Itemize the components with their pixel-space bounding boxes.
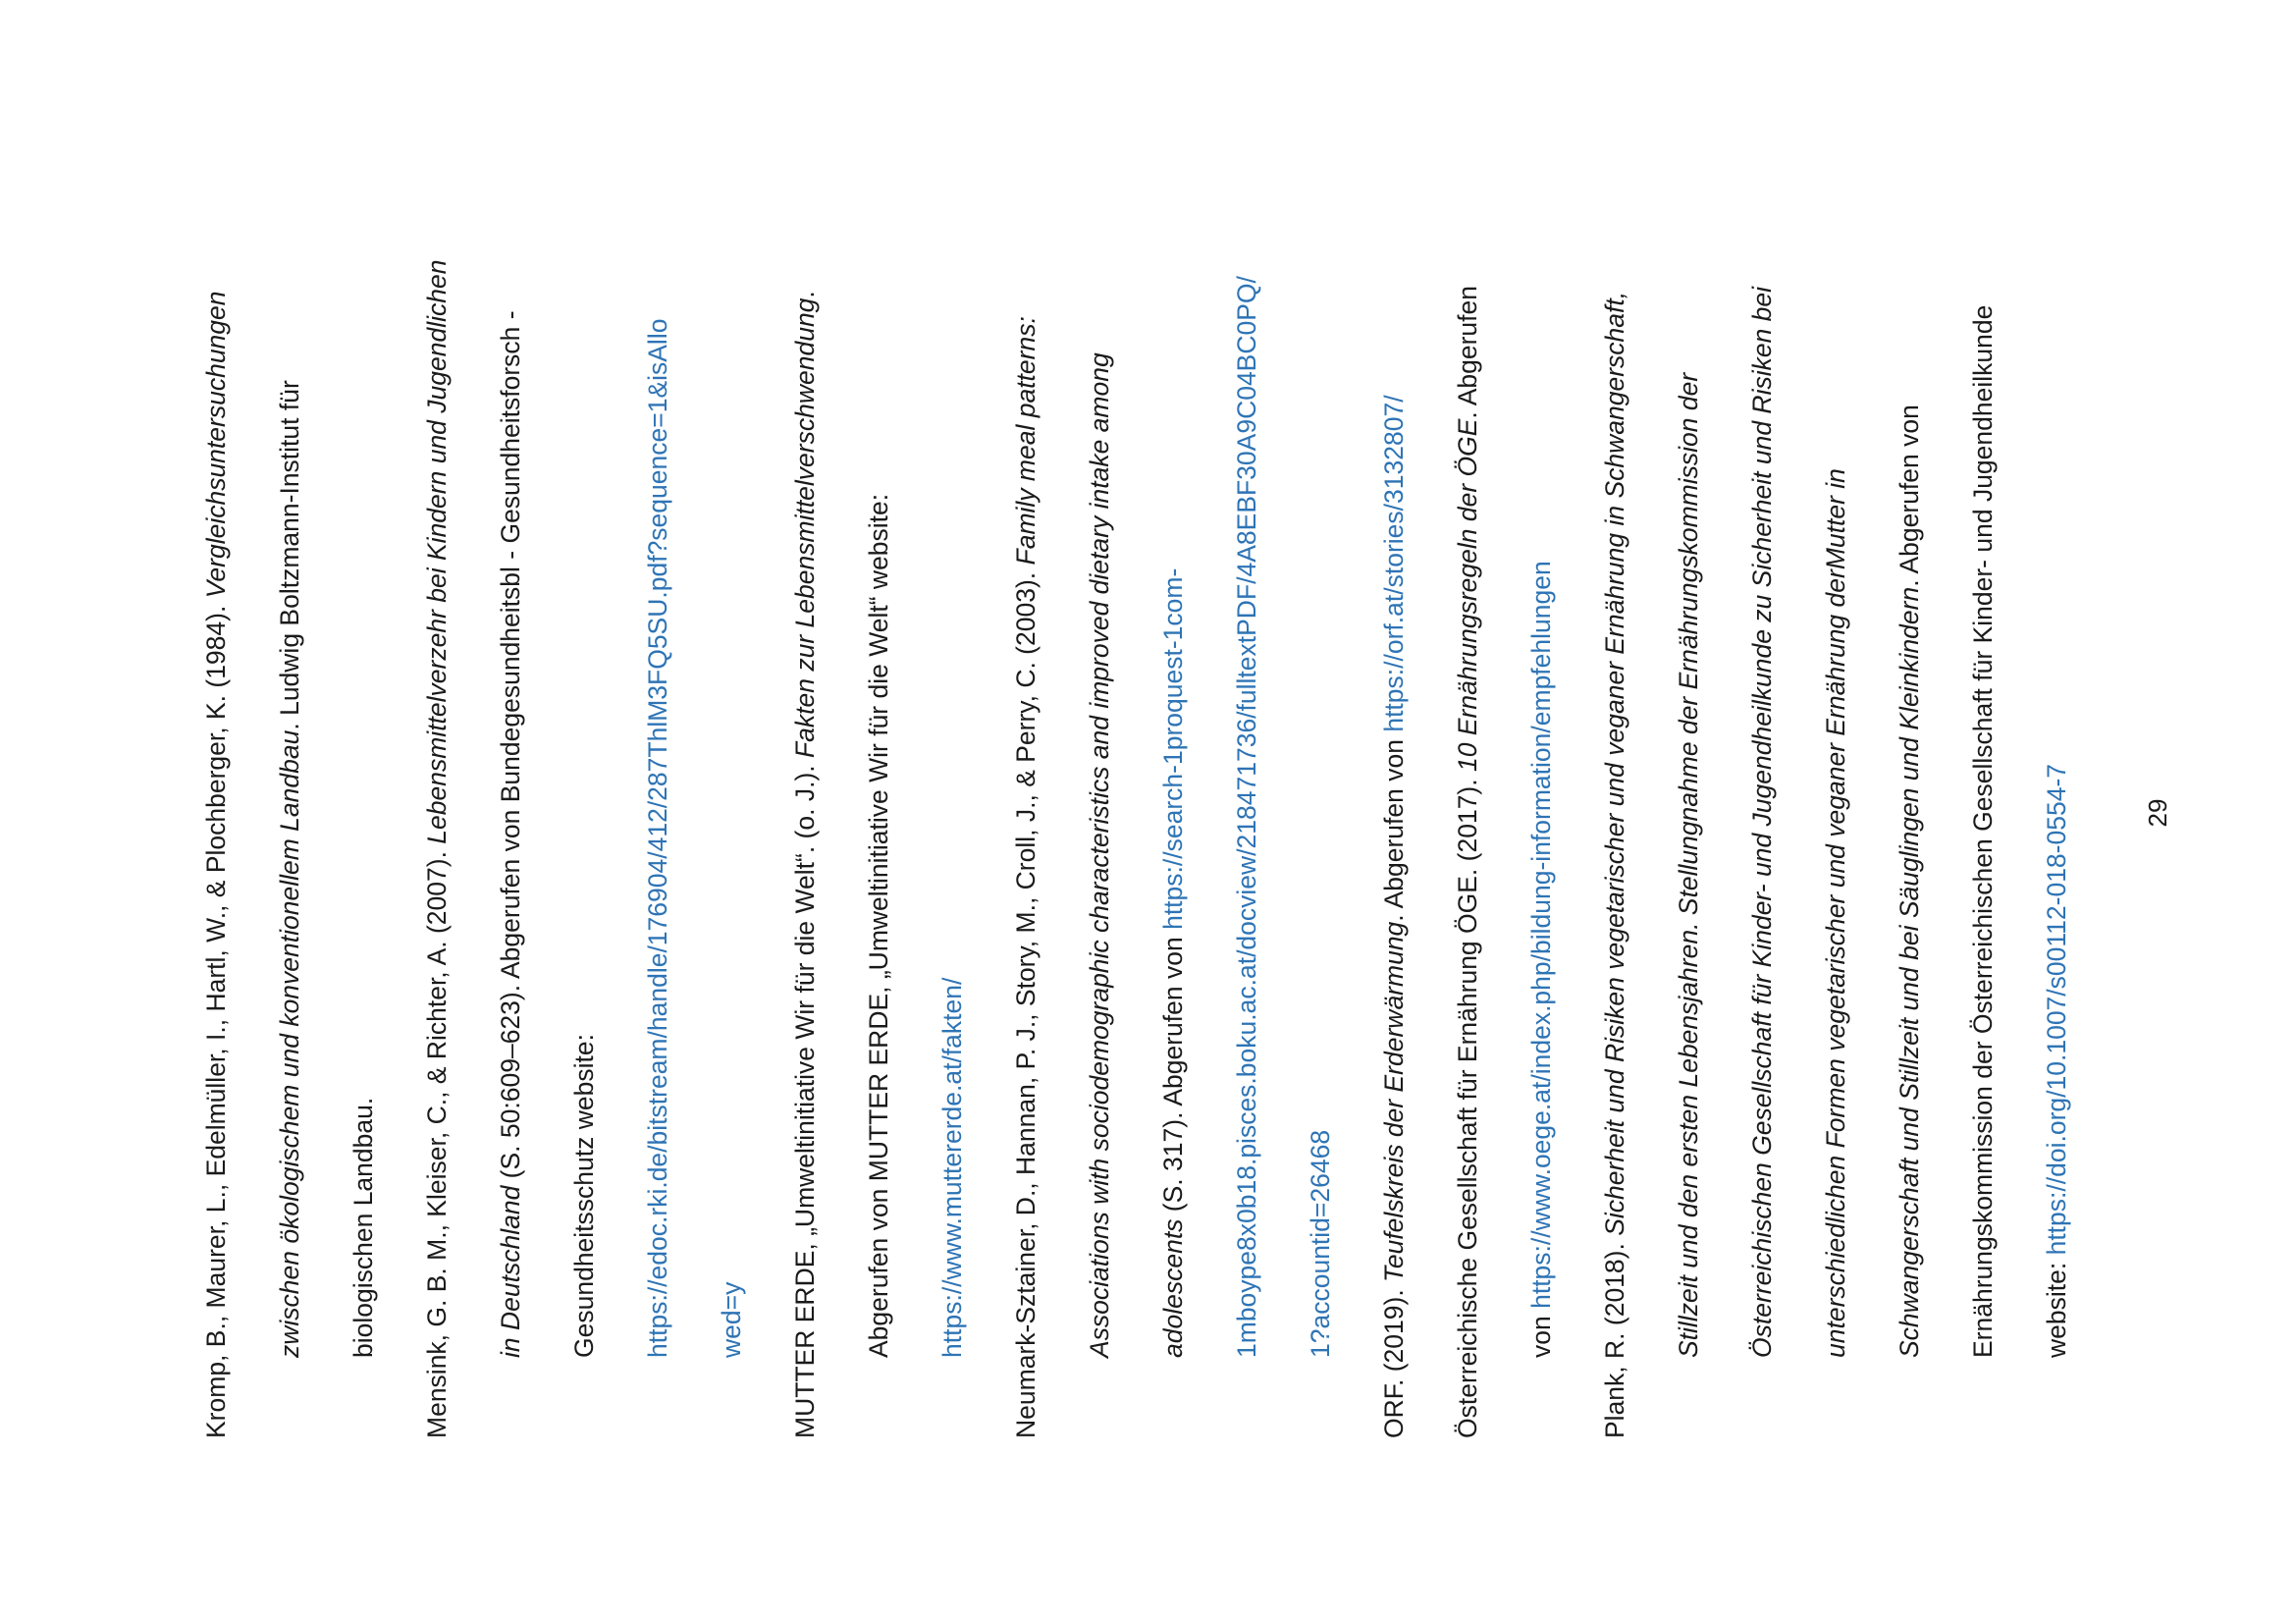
reference-line xyxy=(1742,287,1782,1358)
reference-line xyxy=(344,1098,383,1358)
reference-link[interactable]: 1mboype8x0b18.pisces.boku.ac.at/docview/218471736/fulltextPDF/4A8EBF30A9C04BC0PQ/ xyxy=(1232,276,1261,1358)
reference-text: (S. 50:609–623). Abgerufen von Bundegesundheitsbl - Gesundheitsforsch - xyxy=(496,310,525,1186)
reference-text: von xyxy=(1526,1308,1556,1358)
reference-link[interactable]: wed=y xyxy=(717,1281,746,1358)
reference-text: biologischen Landbau. xyxy=(348,1097,378,1358)
reference-entry xyxy=(196,291,236,1438)
reference-text: . Abgerufen xyxy=(1453,286,1482,419)
reference-text: . Abgerufen von xyxy=(1379,731,1409,922)
reference-line xyxy=(1227,276,1266,1358)
reference-line xyxy=(1301,1130,1340,1358)
reference-line xyxy=(491,310,530,1358)
reference-link[interactable]: https://doi.org/10.1007/s00112-018-0554-7 xyxy=(2042,763,2071,1256)
reference-text: Gesundheitsschutz website: xyxy=(569,1034,599,1358)
reference-text: Plank, R. (2018). xyxy=(1600,1235,1629,1438)
reference-link[interactable]: https://edoc.rki.de/bitstream/handle/176904/412/287ThlM3FQ5SU.pdf?sequence=1&isAllo xyxy=(643,318,672,1358)
reference-list xyxy=(196,44,2071,1438)
reference-entry xyxy=(1006,316,1045,1438)
reference-text: Mensink, G. B. M., Kleiser, C., & Richter, A. (2007). xyxy=(422,843,452,1438)
reference-text: . Ludwig Boltzmann-Institut für xyxy=(275,380,304,730)
reference-link[interactable]: https://search-1proquest-1com- xyxy=(1158,567,1188,930)
reference-line xyxy=(1522,561,1561,1358)
reference-text: Österreichische Gesellschaft für Ernährung ÖGE. (2017). xyxy=(1453,772,1482,1438)
reference-line xyxy=(1669,373,1708,1358)
reference-title: Vergleichsuntersuchungen xyxy=(201,291,231,599)
reference-link[interactable]: 1?accountid=26468 xyxy=(1306,1129,1335,1358)
reference-entry xyxy=(1448,286,1487,1438)
reference-title: in Deutschland xyxy=(496,1185,525,1358)
reference-title: Associations with sociodemographic characteristics and improved dietary intake among xyxy=(1085,352,1114,1358)
reference-line xyxy=(933,978,972,1358)
reference-link[interactable]: https://orf.at/stories/3132807/ xyxy=(1379,395,1409,732)
reference-title: Fakten zur Lebensmittelverschwendung xyxy=(790,297,820,758)
reference-text: MUTTER ERDE, „Umweltinitiative Wir für die Welt“. (o. J.). xyxy=(790,758,820,1438)
reference-link[interactable]: https://www.oege.at/index.php/bildung-information/empfehlungen xyxy=(1526,561,1556,1309)
reference-title: Family meal patterns: xyxy=(1011,316,1041,566)
reference-title: 10 Ernährungsregeln der ÖGE xyxy=(1453,418,1482,772)
reference-entry xyxy=(417,260,456,1438)
reference-title: Teufelskreis der Erderwärmung xyxy=(1379,921,1409,1282)
reference-link[interactable]: https://www.muttererde.at/fakten/ xyxy=(937,977,967,1358)
reference-title: zwischen ökologischem und konventionellem Landbau xyxy=(275,729,304,1358)
reference-title: Lebensmittelverzehr bei Kindern und Jugendlichen xyxy=(422,259,452,844)
reference-title: adolescents xyxy=(1158,1218,1188,1358)
reference-text: ORF. (2019). xyxy=(1379,1281,1409,1438)
reference-text: Neumark-Sztainer, D., Hannan, P. J., Story, M., Croll, J., & Perry, C. (2003). xyxy=(1011,565,1041,1438)
reference-title: Stillzeit und den ersten Lebensjahren. Stellungnahme der Ernährungskommission der xyxy=(1674,372,1703,1358)
reference-entry xyxy=(1595,292,1634,1438)
reference-line xyxy=(1890,404,1929,1358)
reference-text: Abgerufen von MUTTER ERDE, „Umweltinitiative Wir für die Welt“ website: xyxy=(864,493,893,1358)
reference-text: Kromp, B., Maurer, L., Edelmüller, I., Hartl, W., & Plochberger, K. (1984). xyxy=(201,598,231,1438)
reference-line xyxy=(1153,568,1193,1358)
reference-line xyxy=(1816,468,1855,1358)
reference-title: Österreichischen Gesellschaft für Kinder- und Jugendheilkunde zu Sicherheit und Risiken bei xyxy=(1747,286,1777,1358)
reference-line xyxy=(1963,305,2002,1358)
reference-line xyxy=(270,380,309,1358)
reference-line xyxy=(2037,764,2076,1358)
reference-text: (S. 317). Abgerufen von xyxy=(1158,929,1188,1219)
page-number: 29 xyxy=(2143,798,2172,828)
reference-line xyxy=(638,319,677,1358)
reference-entry xyxy=(785,291,825,1438)
reference-title: unterschiedlichen Formen vegetarischer und veganer Ernährung derMutter in xyxy=(1821,468,1850,1358)
reference-text: . Abgerufen von xyxy=(1895,404,1924,587)
reference-entry xyxy=(1374,395,1414,1438)
reference-text: website: xyxy=(2042,1255,2071,1358)
reference-title: Schwangerschaft und Stillzeit und bei Säuglingen und Kleinkindern xyxy=(1895,586,1924,1358)
reference-line xyxy=(859,494,898,1358)
reference-text: Ernährungskommission der Österreichischen Gesellschaft für Kinder- und Jugendheilkunde xyxy=(1968,304,1998,1358)
reference-line xyxy=(564,1034,604,1358)
reference-text: . xyxy=(790,291,820,298)
reference-line xyxy=(1080,352,1119,1358)
reference-line xyxy=(712,1282,751,1358)
reference-title: Sicherheit und Risiken vegetarischer und veganer Ernährung in Schwangerschaft, xyxy=(1600,291,1629,1236)
